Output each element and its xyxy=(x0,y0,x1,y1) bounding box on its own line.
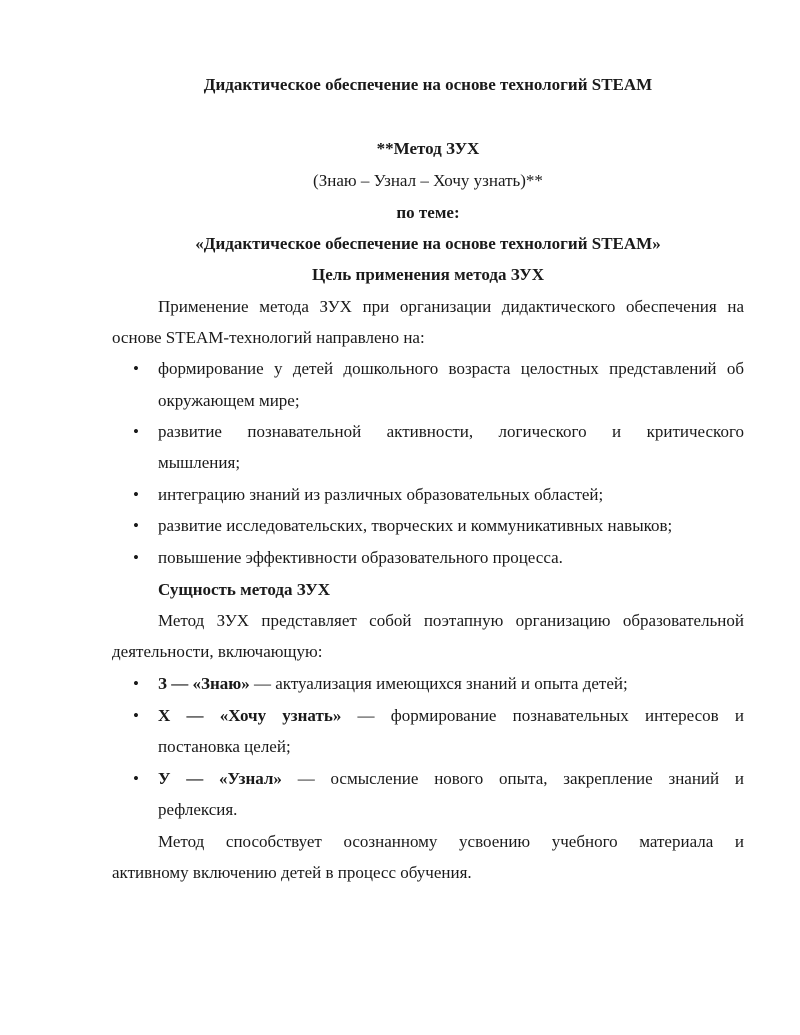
bullet-icon xyxy=(133,673,141,681)
goal-item-2-line-1: развитие познавательной активности, логического и критического xyxy=(158,422,744,441)
topic-label: по теме: xyxy=(396,203,460,222)
goal-item-1-line-2: окружающем мире; xyxy=(158,391,300,410)
essence-item-3-line-2: рефлексия. xyxy=(158,800,238,819)
conclusion-line-2: активному включению детей в процесс обучения. xyxy=(112,863,472,882)
essence-item-2-line-1 xyxy=(158,705,744,727)
bullet-icon xyxy=(133,515,141,523)
goal-heading: Цель применения метода ЗУХ xyxy=(311,265,544,284)
goal-item-1-line-1: формирование у детей дошкольного возраста целостных представлений об xyxy=(158,359,744,378)
method-subheading: (Знаю – Узнал – Хочу узнать)** xyxy=(313,171,543,190)
goal-intro-line-1: Применение метода ЗУХ при организации дидактического обеспечения на xyxy=(158,297,744,316)
essence-item-2-text: — формирование познавательных интересов и xyxy=(341,706,744,725)
essence-item-3-line-1 xyxy=(158,768,744,790)
essence-intro-line-1: Метод ЗУХ представляет собой поэтапную организацию образовательной xyxy=(158,611,744,630)
bullet-icon xyxy=(133,705,141,713)
essence-item-2-line-2: постановка целей; xyxy=(158,737,291,756)
bullet-icon xyxy=(133,358,141,366)
goal-intro-line-2: основе STEAM-технологий направлено на: xyxy=(112,328,425,347)
goal-item-3: интеграцию знаний из различных образовательных областей; xyxy=(158,485,604,504)
essence-heading: Сущность метода ЗУХ xyxy=(158,580,331,599)
topic-title: «Дидактическое обеспечение на основе технологий STEAM» xyxy=(195,234,661,253)
essence-item-3-text: — осмысление нового опыта, закрепление знаний и xyxy=(281,769,744,788)
method-heading: **Метод ЗУХ xyxy=(376,139,480,158)
bullet-icon xyxy=(133,484,141,492)
essence-item-1-term: З — «Знаю» xyxy=(158,674,250,693)
essence-intro-line-2: деятельности, включающую: xyxy=(112,642,323,661)
bullet-icon xyxy=(133,421,141,429)
essence-item-1 xyxy=(158,673,744,695)
conclusion-line-1: Метод способствует осознанному усвоению учебного материала и xyxy=(158,832,744,851)
goal-item-4: развитие исследовательских, творческих и коммуникативных навыков; xyxy=(158,516,673,535)
essence-item-2-term: Х — «Хочу узнать» xyxy=(158,706,342,725)
bullet-icon xyxy=(133,547,141,555)
essence-item-1-text: — актуализация имеющихся знаний и опыта детей; xyxy=(249,674,628,693)
document-title: Дидактическое обеспечение на основе технологий STEAM xyxy=(203,75,653,94)
essence-item-3-term: У — «Узнал» xyxy=(158,769,282,788)
bullet-icon xyxy=(133,768,141,776)
goal-item-5: повышение эффективности образовательного процесса. xyxy=(158,548,563,567)
goal-item-2-line-2: мышления; xyxy=(158,453,241,472)
